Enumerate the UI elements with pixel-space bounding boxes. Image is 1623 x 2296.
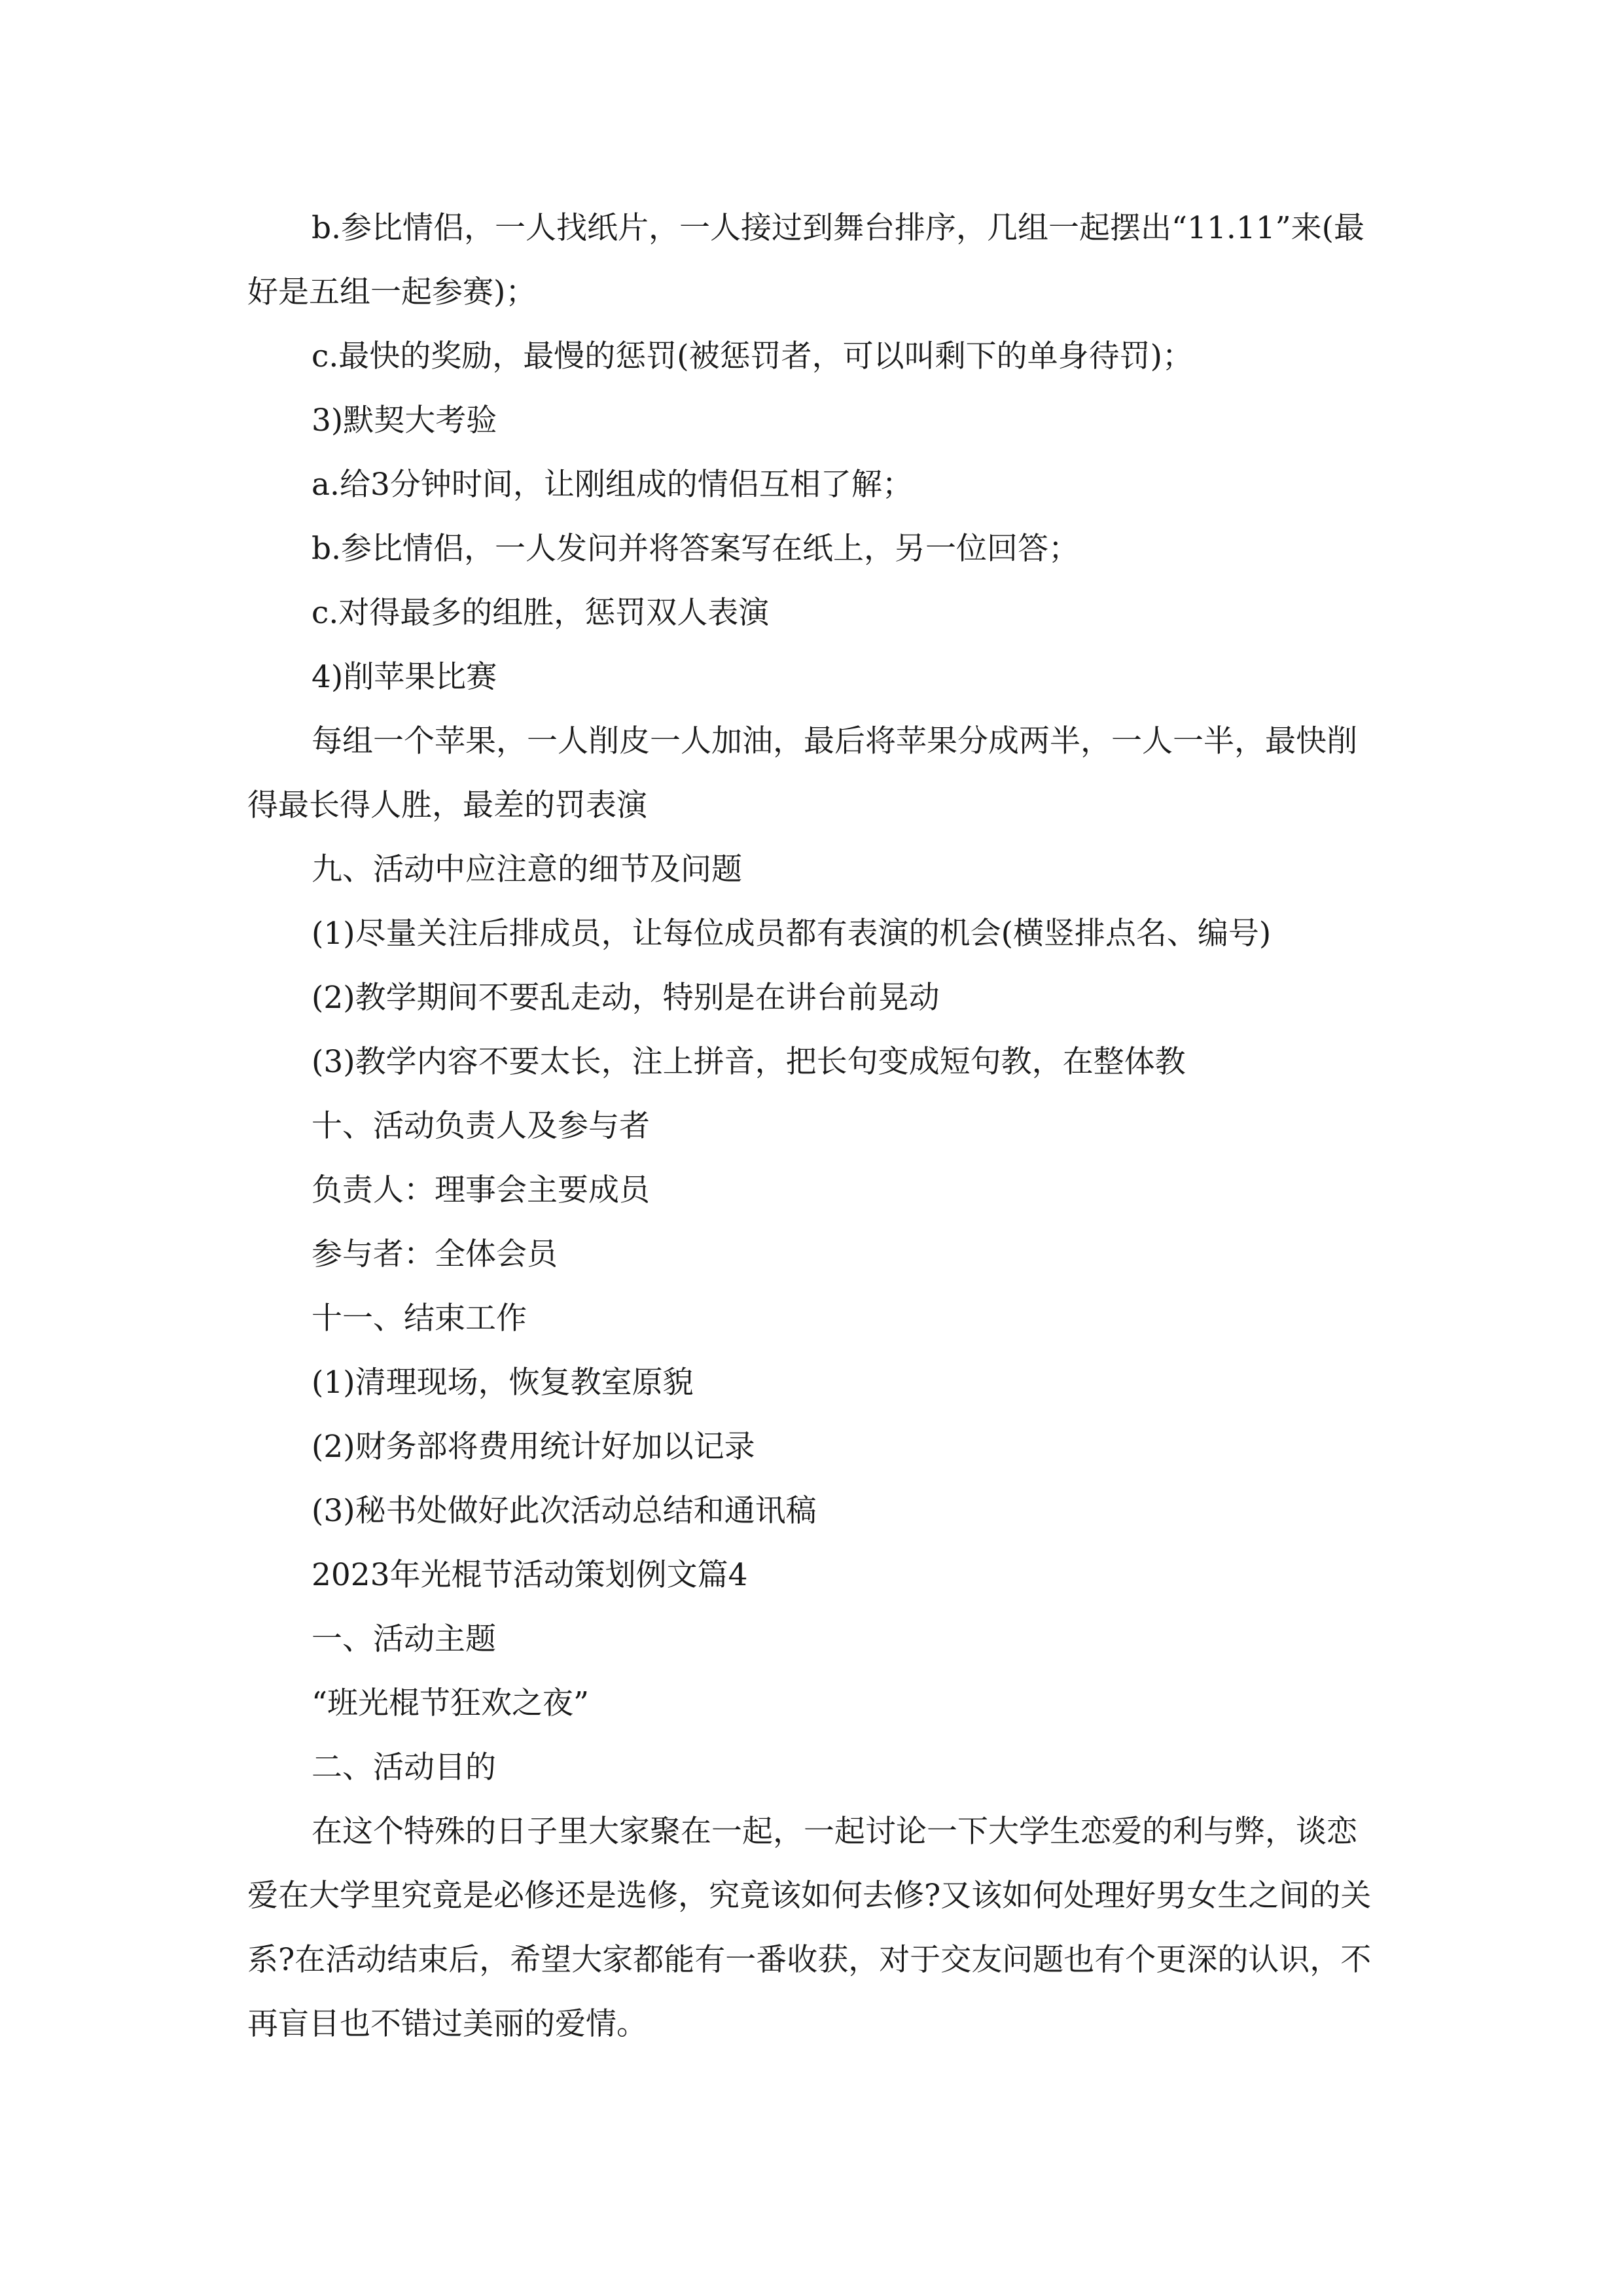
paragraph: b.参比情侣，一人发问并将答案写在纸上，另一位回答；: [312, 531, 1080, 567]
paragraph: 每组一个苹果，一人削皮一人加油，最后将苹果分成两半，一人一半，最快削得最长得人胜，最差的罚表演: [247, 723, 1357, 823]
section-heading: 二、活动目的: [312, 1749, 496, 1785]
paragraph: 在这个特殊的日子里大家聚在一起，一起讨论一下大学生恋爱的利与弊，谈恋爱在大学里究竟是必修还是选修，究竟该如何去修?又该如何处理好男女生之间的关系?在活动结束后，希望大家都能有一番收获，对于交友问题也有个更深的认识，不再盲目也不错过美丽的爱情。: [247, 1814, 1372, 2042]
paragraph: a.给3分钟时间，让刚组成的情侣互相了解；: [312, 467, 913, 503]
paragraph: b.参比情侣，一人找纸片，一人接过到舞台排序，几组一起摆出“11.11”来(最好是五组一起参赛)；: [247, 210, 1364, 310]
paragraph: 负责人：理事会主要成员: [312, 1172, 650, 1208]
paragraph: (1)尽量关注后排成员，让每位成员都有表演的机会(横竖排点名、编号): [312, 916, 1272, 952]
paragraph: (3)秘书处做好此次活动总结和通讯稿: [312, 1493, 817, 1529]
paragraph: c.最快的奖励，最慢的惩罚(被惩罚者，可以叫剩下的单身待罚)；: [312, 338, 1193, 374]
paragraph: (2)教学期间不要乱走动，特别是在讲台前晃动: [312, 980, 940, 1016]
paragraph: c.对得最多的组胜，惩罚双人表演: [312, 595, 770, 631]
paragraph: (3)教学内容不要太长，注上拼音，把长句变成短句教，在整体教: [312, 1044, 1186, 1080]
paragraph: (1)清理现场，恢复教室原貌: [312, 1365, 694, 1401]
article-title: 2023年光棍节活动策划例文篇4: [312, 1557, 748, 1593]
section-heading: 十一、结束工作: [312, 1300, 527, 1336]
paragraph: (2)财务部将费用统计好加以记录: [312, 1429, 755, 1465]
section-heading: 九、活动中应注意的细节及问题: [312, 852, 742, 888]
document-body: [247, 196, 1380, 2056]
section-subheading: 3)默契大考验: [312, 403, 497, 439]
paragraph: “班光棍节狂欢之夜”: [312, 1685, 590, 1721]
section-heading: 十、活动负责人及参与者: [312, 1108, 650, 1144]
section-subheading: 4)削苹果比赛: [312, 659, 497, 695]
paragraph: 参与者：全体会员: [312, 1236, 558, 1272]
section-heading: 一、活动主题: [312, 1621, 496, 1657]
